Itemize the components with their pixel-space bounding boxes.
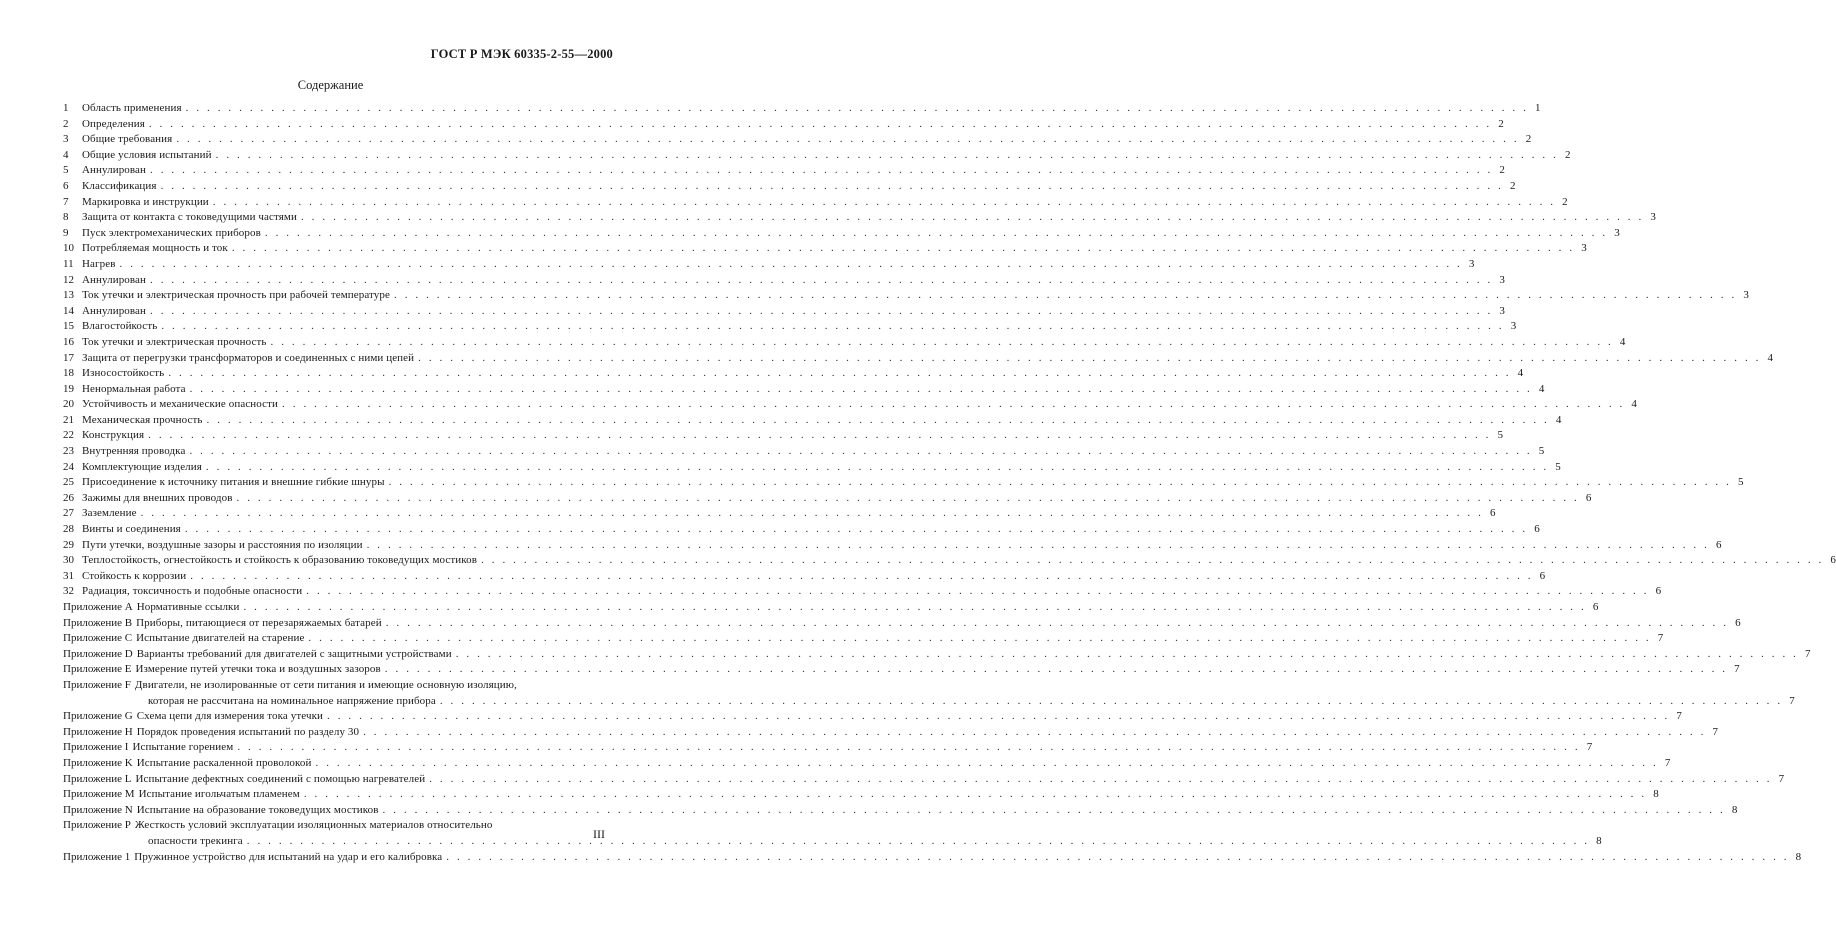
toc-entry: [63, 491, 1592, 507]
toc-entry-page: 2: [1562, 195, 1568, 208]
toc-entry: [63, 725, 1718, 741]
toc-entry-number: 4: [63, 148, 69, 161]
toc-entry: [63, 662, 1740, 678]
toc-entry-page: 7: [1676, 710, 1682, 723]
toc-leader-dots: [137, 506, 1488, 522]
toc-entry-number: 29: [63, 538, 74, 551]
toc-entry-label: Ток утечки и электрическая прочность при рабочей температуре: [82, 289, 390, 302]
toc-entry-page: 8: [1596, 834, 1602, 847]
toc-leader-dots: [297, 210, 1648, 226]
toc-leader-dots: [425, 772, 1776, 788]
toc-leader-dots: [382, 616, 1733, 632]
toc-entry-continuation: [63, 694, 1795, 710]
toc-entry-label: Комплектующие изделия: [82, 460, 202, 473]
toc-entry-number: Приложение H: [63, 725, 133, 738]
toc-entry-page: 6: [1585, 491, 1592, 504]
toc-entry-label: Заземление: [82, 507, 137, 520]
toc-entry-page: 5: [1538, 445, 1545, 458]
toc-entry-label: Испытание на образование токоведущих мостиков: [136, 803, 379, 816]
toc-leader-dots: [442, 850, 1793, 866]
toc-leader-dots: [185, 444, 1536, 460]
toc-entry: [63, 273, 1505, 289]
toc-entry-label: Износостойкость: [82, 367, 165, 380]
toc-entry-number: 13: [63, 289, 74, 302]
toc-leader-dots: [381, 662, 1732, 678]
toc-leader-dots: [181, 522, 1532, 538]
toc-entry: [63, 413, 1562, 429]
toc-entry-number: Приложение K: [63, 756, 133, 769]
toc-entry: [63, 522, 1540, 538]
toc-leader-dots: [300, 787, 1651, 803]
toc-entry-page: 3: [1510, 320, 1517, 333]
toc-entry-page: 4: [1619, 335, 1626, 348]
toc-entry-label: Присоединение к источнику питания и внешние гибкие шнуры: [82, 476, 385, 489]
toc-entry: [63, 210, 1656, 226]
toc-leader-dots: [157, 319, 1508, 335]
toc-leader-dots: [145, 117, 1496, 133]
toc-entry-page: 8: [1795, 850, 1802, 863]
toc-entry-number: 24: [63, 460, 74, 473]
toc-leader-dots: [304, 631, 1655, 647]
toc-entry-label: Потребляемая мощность и ток: [82, 242, 228, 255]
toc-entry-number: 20: [63, 398, 74, 411]
toc-leader-dots: [278, 397, 1629, 413]
toc-entry-label: Испытание горением: [132, 741, 234, 754]
toc-entry-label: Аннулирован: [82, 273, 147, 286]
toc-entry: [63, 616, 1741, 632]
toc-leader-dots: [363, 538, 1714, 554]
page-number: III: [593, 827, 605, 841]
toc-entry-label: Механическая прочность: [82, 413, 203, 426]
toc-entry: [63, 179, 1516, 195]
toc-entry-label: Нагрев: [82, 257, 116, 270]
toc-entry-number: Приложение C: [63, 632, 133, 645]
toc-leader-dots: [385, 475, 1736, 491]
toc-entry: [63, 678, 598, 694]
toc-entry: [63, 163, 1505, 179]
toc-entry: [63, 803, 1738, 819]
toc-entry: [63, 397, 1637, 413]
toc-entry-page: 6: [1735, 616, 1741, 629]
toc-entry-number: 22: [63, 429, 74, 442]
toc-entry-page: 3: [1468, 257, 1475, 270]
toc-entry-page: 2: [1498, 117, 1504, 130]
toc-leader-dots: [116, 257, 1467, 273]
toc-entry-label: Варианты требований для двигателей с защитными устройствами: [136, 647, 452, 660]
toc-entry-label: Испытание двигателей на старение: [136, 632, 305, 645]
toc-leader-dots: [233, 491, 1584, 507]
toc-entry-page: 7: [1664, 756, 1671, 769]
toc-entry-page: 5: [1555, 460, 1561, 473]
toc-entry: [63, 444, 1545, 460]
toc-entry: [63, 475, 1744, 491]
toc-entry-number: 11: [63, 257, 74, 270]
toc-entry: [63, 553, 1836, 569]
toc-entry: [63, 600, 1599, 616]
toc-entry-number: 16: [63, 335, 74, 348]
toc-entry: [63, 226, 1620, 242]
toc-entry-number: Приложение 1: [63, 850, 131, 863]
toc-leader-dots: [157, 179, 1508, 195]
toc-entry-number: 12: [63, 273, 74, 286]
toc-leader-dots: [182, 101, 1533, 117]
toc-leader-dots: [239, 600, 1590, 616]
toc-entry-page: 5: [1737, 476, 1744, 489]
toc-entry: [63, 132, 1532, 148]
toc-entry-number: 32: [63, 585, 74, 598]
toc-leader-dots: [203, 413, 1554, 429]
toc-entry-label: Защита от контакта с токоведущими частями: [82, 211, 297, 224]
toc-leader-dots: [233, 740, 1584, 756]
toc-entry-number: 6: [63, 179, 69, 192]
document-code: ГОСТ Р МЭК 60335-2-55—2000: [430, 47, 613, 61]
toc-entry-page: 8: [1731, 803, 1738, 816]
toc-entry-label: Измерение путей утечки тока и воздушных зазоров: [135, 663, 381, 676]
toc-entry: [63, 288, 1749, 304]
toc-entry-label: Испытание игольчатым пламенем: [138, 788, 300, 801]
toc-entry-number: 15: [63, 320, 74, 333]
toc-leader-dots: [186, 569, 1537, 585]
toc-entry-label: Определения: [82, 117, 145, 130]
toc-entry: [63, 756, 1671, 772]
toc-entry: [63, 382, 1545, 398]
toc-entry-number: 9: [63, 226, 69, 239]
toc-leader-dots: [359, 725, 1710, 741]
toc-entry-number: 23: [63, 445, 74, 458]
toc-entry: [63, 351, 1774, 367]
toc-entry-number: Приложение A: [63, 601, 133, 613]
toc-entry-label: Аннулирован: [82, 304, 147, 317]
toc-leader-dots: [146, 273, 1497, 289]
toc-entry-page: 6: [1534, 523, 1540, 536]
toc-entry-label: Пружинное устройство для испытаний на удар и его калибровка: [134, 850, 443, 863]
toc-entry-label: Общие требования: [82, 133, 173, 146]
toc-entry-label: Аннулирован: [82, 164, 147, 177]
toc-entry-label: Жесткость условий эксплуатации изоляционных материалов относительно: [134, 819, 493, 832]
toc-leader-dots: [414, 351, 1765, 367]
toc-title: Содержание: [297, 78, 364, 92]
toc-entry-label: Схема цепи для измерения тока утечки: [136, 710, 324, 723]
toc-entry-label: Ненормальная работа: [82, 382, 186, 395]
toc-entry-label: Двигатели, не изолированные от сети питания и имеющие основную изоляцию,: [134, 678, 517, 691]
toc-entry-number: 17: [63, 351, 74, 364]
toc-leader-dots: [261, 226, 1612, 242]
toc-entry-label: Устойчивость и механические опасности: [82, 398, 279, 411]
toc-entry-label: Пути утечки, воздушные зазоры и расстояния по изоляции: [82, 538, 363, 551]
toc-leader-dots: [452, 647, 1803, 663]
toc-entry: [63, 709, 1682, 725]
toc-entry: [63, 460, 1561, 476]
toc-entry-number: 26: [63, 491, 74, 504]
toc-leader-dots: [312, 756, 1663, 772]
toc-entry-label-continued: которая не рассчитана на номинальное напряжение прибора: [148, 694, 436, 707]
toc-entry: [63, 101, 1541, 117]
toc-entry-number: 2: [63, 117, 69, 130]
toc-entry-label: Общие условия испытаний: [82, 148, 212, 161]
toc-entry-page: 4: [1517, 367, 1524, 380]
toc-entry-page: 7: [1789, 694, 1795, 707]
toc-entry-number: 19: [63, 382, 74, 395]
toc-leader-dots: [212, 148, 1563, 164]
toc-leader-dots: [172, 132, 1523, 148]
toc-entry-page: 4: [1631, 398, 1637, 411]
toc-entry-page: 4: [1555, 413, 1562, 426]
toc-leader-dots: [146, 304, 1497, 320]
toc-entry-label: Влагостойкость: [82, 320, 158, 333]
toc-entry-number: 7: [63, 195, 69, 208]
toc-entry-number: 1: [63, 102, 69, 114]
toc-entry-page: 3: [1581, 242, 1587, 255]
toc-entry-number: Приложение G: [63, 710, 133, 723]
toc-entry-label: Радиация, токсичность и подобные опасности: [82, 585, 303, 598]
toc-entry-number: 18: [63, 367, 74, 380]
toc-entry-page: 7: [1712, 725, 1718, 738]
toc-entry: [63, 257, 1475, 273]
toc-entry-label: Маркировка и инструкции: [82, 195, 209, 208]
toc-entry-number: Приложение E: [63, 663, 132, 676]
toc-entry-page: 3: [1614, 226, 1620, 239]
toc-leader-dots: [267, 335, 1618, 351]
toc-entry-label: Защита от перегрузки трансформаторов и соединенных с ними цепей: [82, 351, 415, 364]
toc-entry-page: 7: [1734, 663, 1740, 676]
toc-entry: [63, 506, 1496, 522]
toc-entry-number: 21: [63, 413, 74, 426]
toc-entry-page: 6: [1715, 538, 1722, 551]
toc-leader-dots: [228, 241, 1579, 257]
toc-entry: [63, 772, 1785, 788]
toc-leader-dots: [186, 382, 1537, 398]
toc-entry-number: Приложение M: [63, 788, 135, 801]
toc-entry: [63, 740, 1593, 756]
toc-leader-dots: [202, 460, 1553, 476]
toc-entry-number: 10: [63, 242, 74, 255]
toc-entry: [63, 647, 1811, 663]
toc-entry-label: Классификация: [82, 179, 157, 192]
toc-leader-dots: [323, 709, 1674, 725]
toc-entry-label: Конструкция: [82, 429, 145, 442]
toc-entry: [63, 148, 1571, 164]
toc-entry-page: 5: [1497, 429, 1503, 442]
toc-entry-number: 8: [63, 211, 69, 224]
toc-entry-label: Ток утечки и электрическая прочность: [82, 335, 267, 348]
toc-entry-page: 4: [1538, 382, 1545, 395]
toc-entry-page: 3: [1743, 289, 1749, 302]
toc-entry-page: 6: [1830, 554, 1836, 567]
toc-entry-page: 7: [1805, 647, 1811, 660]
toc-entry-page: 3: [1499, 304, 1505, 317]
toc-entry-number: Приложение P: [63, 819, 131, 832]
toc-entry: [63, 241, 1587, 257]
toc-entry-label: Область применения: [82, 102, 182, 114]
toc-leader-dots: [390, 288, 1741, 304]
toc-entry: [63, 335, 1626, 351]
toc-entry-number: 5: [63, 164, 69, 177]
toc-leader-dots: [243, 834, 1594, 850]
toc-entry: [63, 366, 1524, 382]
toc-entry-number: Приложение I: [63, 741, 129, 754]
toc-entry-label: Испытание раскаленной проволокой: [136, 756, 312, 769]
toc-entry-number: 31: [63, 569, 74, 582]
toc-entry-label: Приборы, питающиеся от перезаряжаемых батарей: [136, 616, 382, 629]
toc-entry: [63, 818, 598, 834]
toc-entry: [63, 787, 1659, 803]
toc-leader-dots: [144, 428, 1495, 444]
toc-entry: [63, 319, 1517, 335]
toc-entry-number: Приложение N: [63, 803, 133, 816]
toc-leader-dots: [379, 803, 1730, 819]
toc-entry-number: Приложение F: [63, 678, 131, 691]
toc-entry-number: 3: [63, 133, 69, 146]
toc-entry-number: 27: [63, 507, 74, 520]
toc-entry: [63, 850, 1802, 866]
toc-entry-label: Теплостойкость, огнестойкость и стойкость к образованию токоведущих мостиков: [82, 554, 478, 567]
toc-entry-number: 25: [63, 476, 74, 489]
toc-entry: [63, 195, 1568, 211]
toc-entry-label: Испытание дефектных соединений с помощью нагревателей: [135, 772, 426, 785]
toc-entry-page: 7: [1778, 772, 1785, 785]
toc-leader-dots: [164, 366, 1515, 382]
toc-entry: [63, 428, 1503, 444]
toc-leader-dots: [302, 584, 1653, 600]
toc-entry-number: Приложение D: [63, 647, 133, 660]
toc-entry-page: 4: [1767, 351, 1774, 364]
toc-entry-label: Порядок проведения испытаний по разделу 30: [136, 725, 360, 738]
toc-entry-label: Пуск электромеханических приборов: [82, 226, 261, 239]
toc-entry: [63, 538, 1722, 554]
toc-entry-page: 2: [1564, 148, 1571, 161]
toc-entry-label: Винты и соединения: [82, 523, 181, 536]
toc-entry: [63, 304, 1505, 320]
toc-leader-dots: [477, 553, 1828, 569]
toc-entry-number: 28: [63, 523, 74, 536]
toc-entry-page: 3: [1499, 273, 1505, 286]
toc-entry-page: 1: [1534, 102, 1541, 114]
toc-entry-page: 7: [1657, 632, 1664, 645]
toc-entry-page: 2: [1525, 133, 1532, 146]
toc-entry-page: 2: [1499, 164, 1505, 177]
toc-entry-label: Стойкость к коррозии: [82, 569, 187, 582]
toc-entry-number: Приложение B: [63, 616, 133, 629]
toc-leader-dots: [209, 195, 1560, 211]
toc-entry-label: Внутренняя проводка: [82, 445, 186, 458]
toc-leader-dots: [436, 694, 1787, 710]
toc-entry-page: 8: [1653, 788, 1659, 801]
toc-entry: [63, 569, 1546, 585]
toc-entry: [63, 631, 1664, 647]
toc-entry: [63, 584, 1662, 600]
toc-entry-number: 30: [63, 554, 74, 567]
toc-entry-number: 14: [63, 304, 74, 317]
toc-entry-page: 6: [1489, 507, 1496, 520]
toc-entry-page: 2: [1509, 179, 1516, 192]
toc-entry-label-continued: опасности трекинга: [148, 834, 243, 847]
toc-entry-number: Приложение L: [63, 772, 132, 785]
toc-leader-dots: [146, 163, 1497, 179]
toc-entry-page: 3: [1650, 211, 1656, 224]
toc-entry-page: 6: [1655, 585, 1662, 598]
toc-entry-label: Нормативные ссылки: [136, 601, 240, 613]
toc-entry-page: 6: [1539, 569, 1546, 582]
toc-entry-page: 6: [1592, 601, 1599, 613]
toc-entry: [63, 117, 1504, 133]
toc-entry-label: Зажимы для внешних проводов: [82, 491, 233, 504]
toc-entry-page: 7: [1586, 741, 1593, 754]
